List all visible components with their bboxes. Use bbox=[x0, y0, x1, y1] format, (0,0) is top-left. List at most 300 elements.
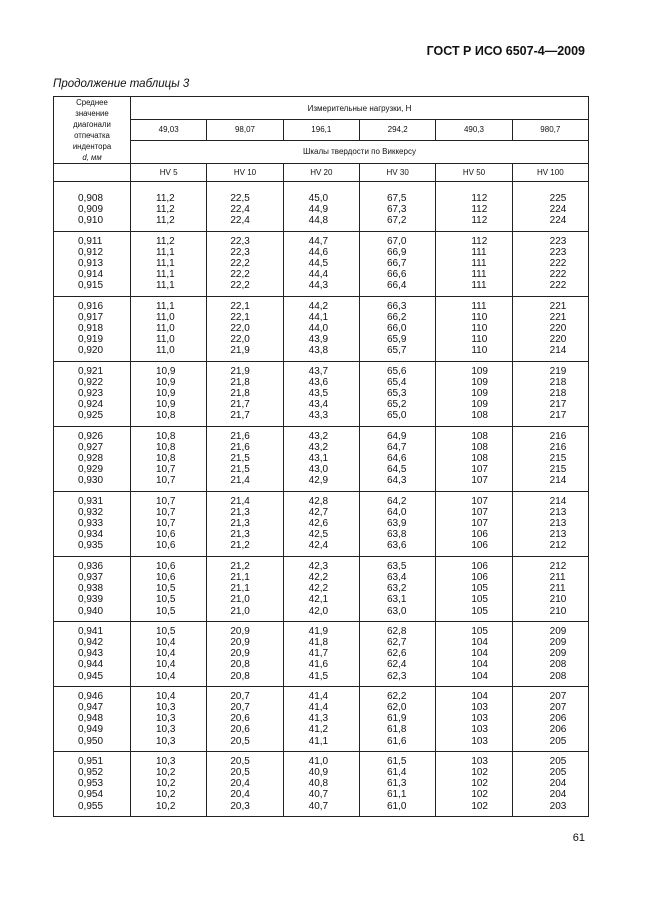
table-row bbox=[54, 583, 589, 594]
hardness-cell: 41,7 bbox=[283, 648, 359, 659]
hardness-cell: 109 bbox=[436, 377, 512, 388]
hardness-cell: 222 bbox=[512, 280, 588, 296]
hardness-cell: 21,2 bbox=[207, 540, 283, 556]
hardness-cell: 22,0 bbox=[207, 323, 283, 334]
table-row bbox=[54, 540, 589, 556]
hardness-cell: 106 bbox=[436, 529, 512, 540]
table-row bbox=[54, 231, 589, 247]
table-row bbox=[54, 410, 589, 426]
hardness-cell: 214 bbox=[512, 491, 588, 507]
diagonal-column-header bbox=[54, 97, 131, 164]
hardness-cell: 110 bbox=[436, 334, 512, 345]
hardness-cell: 111 bbox=[436, 296, 512, 312]
hardness-cell: 105 bbox=[436, 606, 512, 622]
hardness-cell: 20,6 bbox=[207, 724, 283, 735]
hardness-cell: 10,2 bbox=[131, 767, 207, 778]
hardness-cell: 10,9 bbox=[131, 399, 207, 410]
diagonal-cell: 0,920 bbox=[54, 345, 131, 361]
hardness-cell: 62,4 bbox=[359, 659, 435, 670]
table-row bbox=[54, 323, 589, 334]
hardness-cell: 22,3 bbox=[207, 247, 283, 258]
hardness-cell: 44,0 bbox=[283, 323, 359, 334]
hardness-cell: 10,8 bbox=[131, 442, 207, 453]
table-group bbox=[54, 556, 589, 621]
diagonal-cell: 0,935 bbox=[54, 540, 131, 556]
load-header: 49,03 bbox=[131, 120, 207, 141]
hardness-cell: 106 bbox=[436, 572, 512, 583]
hardness-cell: 213 bbox=[512, 529, 588, 540]
hardness-cell: 10,3 bbox=[131, 751, 207, 767]
hardness-cell: 62,7 bbox=[359, 637, 435, 648]
hardness-cell: 41,5 bbox=[283, 671, 359, 687]
hardness-cell: 44,1 bbox=[283, 312, 359, 323]
hardness-cell: 43,8 bbox=[283, 345, 359, 361]
hardness-cell: 21,0 bbox=[207, 594, 283, 605]
diagonal-cell: 0,914 bbox=[54, 269, 131, 280]
diagonal-cell: 0,947 bbox=[54, 702, 131, 713]
table-group bbox=[54, 361, 589, 426]
hardness-cell: 111 bbox=[436, 269, 512, 280]
hardness-cell: 10,7 bbox=[131, 464, 207, 475]
diagonal-cell: 0,952 bbox=[54, 767, 131, 778]
hardness-cell: 65,7 bbox=[359, 345, 435, 361]
table-row bbox=[54, 686, 589, 702]
diagonal-cell: 0,908 bbox=[54, 189, 131, 204]
diagonal-cell: 0,954 bbox=[54, 789, 131, 800]
scale-header: HV 20 bbox=[283, 164, 359, 182]
hardness-cell: 65,4 bbox=[359, 377, 435, 388]
diagonal-cell: 0,927 bbox=[54, 442, 131, 453]
hardness-cell: 10,5 bbox=[131, 594, 207, 605]
hardness-cell: 112 bbox=[436, 231, 512, 247]
table-row bbox=[54, 736, 589, 752]
hardness-cell: 108 bbox=[436, 453, 512, 464]
table-row bbox=[54, 606, 589, 622]
hardness-cell: 104 bbox=[436, 686, 512, 702]
hardness-cell: 44,7 bbox=[283, 231, 359, 247]
hardness-cell: 43,5 bbox=[283, 388, 359, 399]
hardness-cell: 20,8 bbox=[207, 671, 283, 687]
hardness-cell: 208 bbox=[512, 671, 588, 687]
hardness-cell: 22,4 bbox=[207, 215, 283, 231]
hardness-cell: 102 bbox=[436, 778, 512, 789]
hardness-cell: 20,5 bbox=[207, 736, 283, 752]
loads-title: Измерительные нагрузки, Н bbox=[131, 97, 589, 120]
hardness-cell: 20,5 bbox=[207, 767, 283, 778]
hardness-cell: 10,4 bbox=[131, 686, 207, 702]
hardness-cell: 10,3 bbox=[131, 713, 207, 724]
hardness-cell: 107 bbox=[436, 491, 512, 507]
hardness-cell: 10,7 bbox=[131, 475, 207, 491]
hardness-cell: 21,0 bbox=[207, 606, 283, 622]
hardness-cell: 10,2 bbox=[131, 778, 207, 789]
table-row bbox=[54, 594, 589, 605]
hardness-cell: 42,4 bbox=[283, 540, 359, 556]
hardness-cell: 110 bbox=[436, 323, 512, 334]
diagonal-cell: 0,941 bbox=[54, 621, 131, 637]
diagonal-cell: 0,946 bbox=[54, 686, 131, 702]
hardness-table bbox=[53, 96, 589, 817]
hardness-cell: 41,4 bbox=[283, 702, 359, 713]
hardness-cell: 65,9 bbox=[359, 334, 435, 345]
hardness-cell: 65,3 bbox=[359, 388, 435, 399]
hardness-cell: 10,8 bbox=[131, 410, 207, 426]
hardness-cell: 42,2 bbox=[283, 572, 359, 583]
diagonal-cell: 0,951 bbox=[54, 751, 131, 767]
table-row bbox=[54, 377, 589, 388]
table-row bbox=[54, 648, 589, 659]
hardness-cell: 20,9 bbox=[207, 648, 283, 659]
hardness-cell: 110 bbox=[436, 312, 512, 323]
load-header: 294,2 bbox=[359, 120, 435, 141]
hardness-cell: 63,2 bbox=[359, 583, 435, 594]
hardness-cell: 10,6 bbox=[131, 556, 207, 572]
table-row bbox=[54, 713, 589, 724]
table-row bbox=[54, 247, 589, 258]
hardness-cell: 22,1 bbox=[207, 312, 283, 323]
diagonal-cell: 0,932 bbox=[54, 507, 131, 518]
diagonal-cell: 0,949 bbox=[54, 724, 131, 735]
hardness-cell: 63,5 bbox=[359, 556, 435, 572]
hardness-cell: 21,7 bbox=[207, 399, 283, 410]
hardness-cell: 105 bbox=[436, 621, 512, 637]
hardness-cell: 102 bbox=[436, 801, 512, 817]
hardness-cell: 11,2 bbox=[131, 215, 207, 231]
hardness-cell: 108 bbox=[436, 410, 512, 426]
table-row bbox=[54, 361, 589, 377]
hardness-cell: 10,6 bbox=[131, 540, 207, 556]
table-row bbox=[54, 556, 589, 572]
table-row bbox=[54, 801, 589, 817]
hardness-cell: 106 bbox=[436, 556, 512, 572]
hardness-cell: 22,2 bbox=[207, 269, 283, 280]
hardness-cell: 11,1 bbox=[131, 258, 207, 269]
scale-header: HV 100 bbox=[512, 164, 588, 182]
hardness-cell: 209 bbox=[512, 648, 588, 659]
hardness-cell: 21,4 bbox=[207, 475, 283, 491]
diagonal-cell: 0,913 bbox=[54, 258, 131, 269]
hardness-cell: 223 bbox=[512, 231, 588, 247]
hardness-cell: 10,5 bbox=[131, 606, 207, 622]
diagonal-cell: 0,953 bbox=[54, 778, 131, 789]
hardness-cell: 108 bbox=[436, 426, 512, 442]
hardness-cell: 64,6 bbox=[359, 453, 435, 464]
hardness-cell: 43,9 bbox=[283, 334, 359, 345]
hardness-cell: 10,7 bbox=[131, 507, 207, 518]
diagonal-cell: 0,910 bbox=[54, 215, 131, 231]
hardness-cell: 43,0 bbox=[283, 464, 359, 475]
hardness-cell: 112 bbox=[436, 204, 512, 215]
hardness-cell: 44,6 bbox=[283, 247, 359, 258]
table-row bbox=[54, 724, 589, 735]
table-row bbox=[54, 464, 589, 475]
hardness-cell: 41,8 bbox=[283, 637, 359, 648]
hardness-cell: 20,7 bbox=[207, 702, 283, 713]
hardness-cell: 109 bbox=[436, 388, 512, 399]
page-number: 61 bbox=[572, 832, 585, 844]
corner-header-line: диагонали bbox=[73, 120, 111, 129]
hardness-cell: 104 bbox=[436, 659, 512, 670]
hardness-cell: 21,7 bbox=[207, 410, 283, 426]
scale-header: HV 10 bbox=[207, 164, 283, 182]
hardness-cell: 21,5 bbox=[207, 453, 283, 464]
hardness-cell: 214 bbox=[512, 475, 588, 491]
hardness-cell: 216 bbox=[512, 442, 588, 453]
hardness-cell: 67,3 bbox=[359, 204, 435, 215]
hardness-cell: 109 bbox=[436, 399, 512, 410]
hardness-cell: 21,9 bbox=[207, 361, 283, 377]
hardness-cell: 41,1 bbox=[283, 736, 359, 752]
hardness-cell: 225 bbox=[512, 189, 588, 204]
hardness-cell: 62,3 bbox=[359, 671, 435, 687]
hardness-cell: 41,3 bbox=[283, 713, 359, 724]
diagonal-cell: 0,945 bbox=[54, 671, 131, 687]
table-row bbox=[54, 189, 589, 204]
hardness-cell: 10,3 bbox=[131, 724, 207, 735]
hardness-cell: 112 bbox=[436, 189, 512, 204]
hardness-cell: 10,9 bbox=[131, 388, 207, 399]
hardness-cell: 63,1 bbox=[359, 594, 435, 605]
hardness-cell: 11,1 bbox=[131, 280, 207, 296]
hardness-cell: 61,6 bbox=[359, 736, 435, 752]
hardness-cell: 42,8 bbox=[283, 491, 359, 507]
table-row bbox=[54, 475, 589, 491]
diagonal-cell: 0,925 bbox=[54, 410, 131, 426]
hardness-cell: 208 bbox=[512, 659, 588, 670]
hardness-cell: 44,8 bbox=[283, 215, 359, 231]
hardness-cell: 111 bbox=[436, 258, 512, 269]
hardness-cell: 66,0 bbox=[359, 323, 435, 334]
scales-title: Шкалы твердости по Виккерсу bbox=[131, 140, 589, 163]
hardness-cell: 20,7 bbox=[207, 686, 283, 702]
table-row bbox=[54, 399, 589, 410]
hardness-cell: 44,9 bbox=[283, 204, 359, 215]
hardness-cell: 62,8 bbox=[359, 621, 435, 637]
hardness-cell: 221 bbox=[512, 312, 588, 323]
diagonal-cell: 0,911 bbox=[54, 231, 131, 247]
hardness-cell: 21,8 bbox=[207, 377, 283, 388]
hardness-cell: 103 bbox=[436, 713, 512, 724]
hardness-cell: 105 bbox=[436, 594, 512, 605]
hardness-cell: 209 bbox=[512, 637, 588, 648]
hardness-cell: 41,9 bbox=[283, 621, 359, 637]
hardness-cell: 65,2 bbox=[359, 399, 435, 410]
hardness-cell: 42,3 bbox=[283, 556, 359, 572]
hardness-cell: 103 bbox=[436, 724, 512, 735]
table-row bbox=[54, 453, 589, 464]
diagonal-cell: 0,922 bbox=[54, 377, 131, 388]
diagonal-cell: 0,916 bbox=[54, 296, 131, 312]
table-group bbox=[54, 621, 589, 686]
hardness-cell: 21,9 bbox=[207, 345, 283, 361]
hardness-cell: 22,4 bbox=[207, 204, 283, 215]
diagonal-cell: 0,921 bbox=[54, 361, 131, 377]
hardness-cell: 66,7 bbox=[359, 258, 435, 269]
hardness-cell: 66,2 bbox=[359, 312, 435, 323]
table-row bbox=[54, 621, 589, 637]
diagonal-cell: 0,912 bbox=[54, 247, 131, 258]
table-row bbox=[54, 671, 589, 687]
hardness-cell: 20,5 bbox=[207, 751, 283, 767]
hardness-cell: 44,4 bbox=[283, 269, 359, 280]
hardness-cell: 43,1 bbox=[283, 453, 359, 464]
hardness-cell: 65,0 bbox=[359, 410, 435, 426]
hardness-cell: 21,4 bbox=[207, 491, 283, 507]
hardness-cell: 11,1 bbox=[131, 296, 207, 312]
table-group bbox=[54, 296, 589, 361]
diagonal-cell: 0,955 bbox=[54, 801, 131, 817]
table-group bbox=[54, 491, 589, 556]
table-row bbox=[54, 572, 589, 583]
hardness-cell: 10,9 bbox=[131, 377, 207, 388]
hardness-cell: 11,2 bbox=[131, 204, 207, 215]
hardness-cell: 108 bbox=[436, 442, 512, 453]
hardness-cell: 218 bbox=[512, 377, 588, 388]
hardness-cell: 107 bbox=[436, 507, 512, 518]
hardness-cell: 212 bbox=[512, 556, 588, 572]
diagonal-cell: 0,924 bbox=[54, 399, 131, 410]
hardness-cell: 67,5 bbox=[359, 189, 435, 204]
diagonal-cell: 0,934 bbox=[54, 529, 131, 540]
hardness-cell: 104 bbox=[436, 671, 512, 687]
hardness-cell: 220 bbox=[512, 334, 588, 345]
hardness-cell: 22,2 bbox=[207, 280, 283, 296]
scale-header: HV 5 bbox=[131, 164, 207, 182]
hardness-cell: 22,3 bbox=[207, 231, 283, 247]
hardness-cell: 10,6 bbox=[131, 572, 207, 583]
hardness-cell: 61,3 bbox=[359, 778, 435, 789]
hardness-cell: 205 bbox=[512, 751, 588, 767]
hardness-cell: 21,3 bbox=[207, 529, 283, 540]
table-row bbox=[54, 702, 589, 713]
diagonal-cell: 0,942 bbox=[54, 637, 131, 648]
diagonal-cell: 0,919 bbox=[54, 334, 131, 345]
table-row bbox=[54, 507, 589, 518]
diagonal-cell: 0,930 bbox=[54, 475, 131, 491]
table-row bbox=[54, 215, 589, 231]
hardness-cell: 104 bbox=[436, 648, 512, 659]
table-row bbox=[54, 296, 589, 312]
hardness-cell: 219 bbox=[512, 361, 588, 377]
hardness-cell: 215 bbox=[512, 453, 588, 464]
table-row bbox=[54, 258, 589, 269]
corner-header-line: отпечатка bbox=[74, 131, 110, 140]
hardness-cell: 217 bbox=[512, 399, 588, 410]
hardness-cell: 220 bbox=[512, 323, 588, 334]
hardness-cell: 67,0 bbox=[359, 231, 435, 247]
hardness-cell: 21,5 bbox=[207, 464, 283, 475]
hardness-cell: 65,6 bbox=[359, 361, 435, 377]
table-row bbox=[54, 659, 589, 670]
hardness-cell: 217 bbox=[512, 410, 588, 426]
hardness-cell: 40,7 bbox=[283, 801, 359, 817]
hardness-cell: 10,7 bbox=[131, 491, 207, 507]
hardness-cell: 11,0 bbox=[131, 345, 207, 361]
hardness-cell: 62,2 bbox=[359, 686, 435, 702]
hardness-cell: 223 bbox=[512, 247, 588, 258]
diagonal-cell: 0,944 bbox=[54, 659, 131, 670]
diagonal-cell: 0,929 bbox=[54, 464, 131, 475]
table-group bbox=[54, 231, 589, 296]
hardness-cell: 42,2 bbox=[283, 583, 359, 594]
hardness-cell: 21,6 bbox=[207, 442, 283, 453]
hardness-cell: 111 bbox=[436, 247, 512, 258]
table-row bbox=[54, 312, 589, 323]
hardness-cell: 43,4 bbox=[283, 399, 359, 410]
table-row bbox=[54, 442, 589, 453]
hardness-cell: 10,7 bbox=[131, 518, 207, 529]
hardness-cell: 204 bbox=[512, 789, 588, 800]
table-row bbox=[54, 345, 589, 361]
hardness-cell: 211 bbox=[512, 572, 588, 583]
hardness-cell: 21,1 bbox=[207, 572, 283, 583]
hardness-cell: 64,3 bbox=[359, 475, 435, 491]
table-row bbox=[54, 280, 589, 296]
table-row bbox=[54, 269, 589, 280]
hardness-cell: 63,8 bbox=[359, 529, 435, 540]
corner-header-line: индентора bbox=[72, 142, 112, 151]
hardness-cell: 207 bbox=[512, 702, 588, 713]
hardness-cell: 210 bbox=[512, 606, 588, 622]
scale-header-blank bbox=[54, 164, 131, 182]
hardness-cell: 63,4 bbox=[359, 572, 435, 583]
hardness-cell: 64,9 bbox=[359, 426, 435, 442]
hardness-cell: 107 bbox=[436, 464, 512, 475]
table-row bbox=[54, 778, 589, 789]
hardness-cell: 10,5 bbox=[131, 583, 207, 594]
diagonal-cell: 0,939 bbox=[54, 594, 131, 605]
hardness-cell: 215 bbox=[512, 464, 588, 475]
diagonal-cell: 0,936 bbox=[54, 556, 131, 572]
load-header: 98,07 bbox=[207, 120, 283, 141]
corner-header-line: Среднее bbox=[76, 98, 108, 107]
hardness-cell: 10,8 bbox=[131, 453, 207, 464]
hardness-cell: 22,1 bbox=[207, 296, 283, 312]
hardness-cell: 20,9 bbox=[207, 621, 283, 637]
hardness-cell: 224 bbox=[512, 204, 588, 215]
scale-header: HV 30 bbox=[359, 164, 435, 182]
table-row bbox=[54, 529, 589, 540]
hardness-cell: 63,9 bbox=[359, 518, 435, 529]
hardness-cell: 11,0 bbox=[131, 334, 207, 345]
diagonal-cell: 0,950 bbox=[54, 736, 131, 752]
hardness-cell: 67,2 bbox=[359, 215, 435, 231]
table-group bbox=[54, 189, 589, 231]
hardness-cell: 203 bbox=[512, 801, 588, 817]
hardness-cell: 22,5 bbox=[207, 189, 283, 204]
hardness-cell: 10,5 bbox=[131, 621, 207, 637]
hardness-cell: 63,0 bbox=[359, 606, 435, 622]
hardness-cell: 207 bbox=[512, 686, 588, 702]
hardness-cell: 10,3 bbox=[131, 736, 207, 752]
hardness-cell: 11,2 bbox=[131, 231, 207, 247]
hardness-cell: 42,7 bbox=[283, 507, 359, 518]
hardness-cell: 112 bbox=[436, 215, 512, 231]
hardness-cell: 103 bbox=[436, 736, 512, 752]
corner-header-line: d, мм bbox=[82, 153, 102, 162]
diagonal-cell: 0,933 bbox=[54, 518, 131, 529]
hardness-cell: 22,0 bbox=[207, 334, 283, 345]
hardness-cell: 107 bbox=[436, 518, 512, 529]
hardness-cell: 43,3 bbox=[283, 410, 359, 426]
hardness-cell: 41,2 bbox=[283, 724, 359, 735]
hardness-cell: 11,1 bbox=[131, 269, 207, 280]
hardness-cell: 110 bbox=[436, 345, 512, 361]
hardness-cell: 61,1 bbox=[359, 789, 435, 800]
hardness-cell: 10,9 bbox=[131, 361, 207, 377]
hardness-cell: 62,6 bbox=[359, 648, 435, 659]
load-header: 980,7 bbox=[512, 120, 588, 141]
